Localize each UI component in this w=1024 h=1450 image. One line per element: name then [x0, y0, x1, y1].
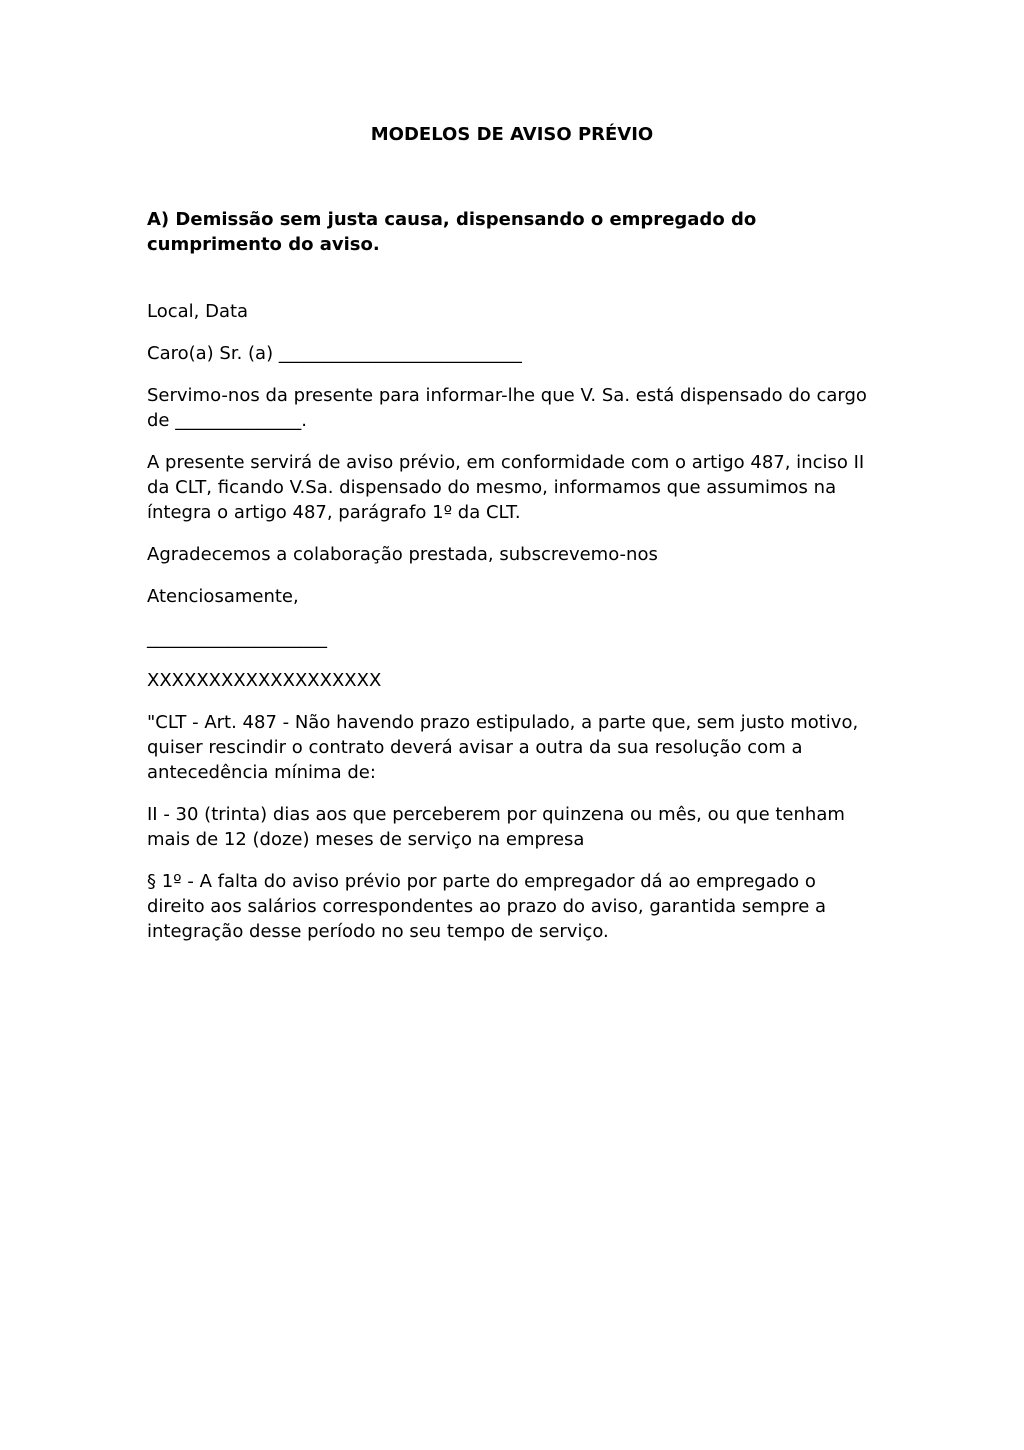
clt-quote: "CLT - Art. 487 - Não havendo prazo estipulado, a parte que, sem justo motivo, quiser rescindir o contrato deverá avisar a outra da sua resolução com a antecedência mínima de:	[147, 712, 859, 783]
salutation: Caro(a) Sr. (a) ___________________________	[147, 343, 522, 364]
signature-line: ____________________	[147, 628, 327, 649]
paragraph-notice: A presente servirá de aviso prévio, em conformidade com o artigo 487, inciso II da CLT, ficando V.Sa. dispensado do mesmo, informamos que assumimos na íntegra o artigo 487, parágrafo 1º da CLT.	[147, 452, 865, 523]
section-a-heading: A) Demissão sem justa causa, dispensando o empregado do cumprimento do aviso.	[147, 209, 757, 255]
paragraph-thanks: Agradecemos a colaboração prestada, subscrevemo-nos	[147, 544, 658, 565]
closing: Atenciosamente,	[147, 586, 299, 607]
paragraph-dismissal: Servimo-nos da presente para informar-lhe que V. Sa. está dispensado do cargo de ______________.	[147, 385, 867, 431]
document-title: MODELOS DE AVISO PRÉVIO	[370, 124, 654, 145]
local-date: Local, Data	[147, 301, 249, 322]
signature-name: XXXXXXXXXXXXXXXXXXX	[147, 670, 382, 691]
clt-item-ii: II - 30 (trinta) dias aos que perceberem por quinzena ou mês, ou que tenham mais de 12 (doze) meses de serviço na empresa	[147, 804, 845, 850]
document-page	[147, 122, 877, 944]
clt-paragraph-1: § 1º - A falta do aviso prévio por parte do empregador dá ao empregado o direito aos salários correspondentes ao prazo do aviso, garantida sempre a integração desse período no seu tempo de serviço.	[147, 871, 827, 942]
